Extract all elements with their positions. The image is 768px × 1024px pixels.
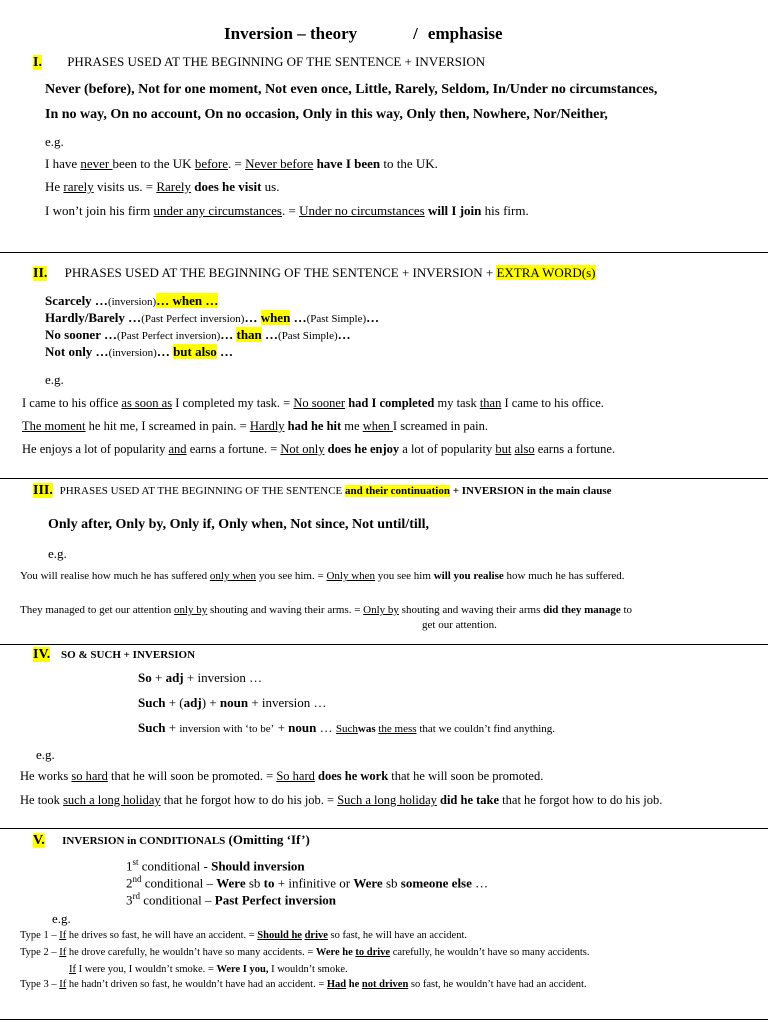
text: I have	[45, 156, 81, 171]
text: did they manage	[543, 604, 621, 616]
text: Were	[216, 875, 246, 891]
text: so fast, he wouldn’t have had an accident.	[408, 979, 587, 990]
text: in	[124, 835, 140, 847]
text: noun	[219, 695, 249, 710]
text: shouting and waving their arms	[398, 604, 544, 616]
text: If	[69, 964, 76, 975]
text: been to the UK	[112, 156, 195, 171]
text: +	[274, 720, 289, 735]
pattern-row	[138, 695, 327, 711]
text: will you realise	[433, 570, 504, 582]
text: (inversion)	[107, 296, 157, 308]
example-sentence	[20, 793, 662, 808]
section-heading-text: INVERSION	[62, 835, 125, 847]
text: The moment	[22, 419, 86, 433]
example-sentence	[45, 156, 438, 172]
text: (inversion)	[108, 347, 157, 359]
text: Should he	[257, 930, 302, 941]
text: rd	[132, 891, 140, 901]
section-number: III.	[33, 483, 53, 498]
text: never	[80, 156, 113, 171]
text: (Omitting ‘If’)	[225, 832, 310, 847]
text: Were he	[315, 947, 353, 958]
text: earns a fortune. =	[186, 442, 281, 456]
phrases-line-1: Never (before), Not for one moment, Not even once, Little, Rarely, Seldom, In/Under no circumstances,	[45, 82, 658, 97]
text: Type 3 –	[20, 979, 60, 990]
title-left: Inversion – theory	[224, 24, 358, 43]
text: does he visit	[191, 179, 262, 194]
text: me	[341, 419, 363, 433]
text: So hard	[276, 769, 315, 783]
example-sentence	[22, 419, 488, 434]
text: …	[220, 327, 237, 342]
example-sentence	[22, 442, 615, 457]
text: only by	[173, 604, 208, 616]
pattern-row	[138, 720, 555, 736]
phrases-line-2: In no way, On no account, On no occasion, Only in this way, Only then, Nowhere, Nor/Neither,	[45, 107, 608, 122]
text: to	[263, 875, 275, 891]
section-heading-text: PHRASES USED AT THE BEGINNING OF THE SENTENCE	[59, 485, 346, 497]
text: visits us. =	[93, 179, 157, 194]
section-2-heading	[33, 265, 596, 282]
text: that he forgot how to do his job.	[499, 793, 663, 807]
text: If	[59, 979, 67, 990]
text: Should inversion	[211, 858, 305, 874]
text: when	[260, 310, 291, 325]
text: If	[59, 930, 67, 941]
text: not driven	[361, 979, 409, 990]
section-heading-text: SO & SUCH + INVERSION	[61, 649, 196, 661]
text: so fast, he will have an accident.	[327, 930, 467, 941]
text: Were	[353, 875, 383, 891]
text: you see him	[375, 570, 434, 582]
text: . =	[281, 203, 300, 218]
pattern-row	[45, 293, 218, 309]
text: I came to his office	[22, 396, 122, 410]
text: + (	[165, 695, 184, 710]
text: 3	[126, 892, 133, 908]
text: +	[165, 720, 180, 735]
text: I wouldn’t smoke.	[268, 964, 348, 975]
eg-label: e.g.	[36, 747, 55, 762]
text: before	[194, 156, 229, 171]
text: nd	[132, 874, 142, 884]
text: Such a long holiday	[337, 793, 437, 807]
section-4-heading	[33, 647, 195, 663]
text: (Past Simple)	[306, 313, 367, 325]
text: 1	[126, 858, 133, 874]
text: (Past Perfect inversion)	[141, 313, 245, 325]
text: that he forgot how to do his job. =	[160, 793, 338, 807]
example-sentence	[20, 979, 587, 990]
text: conditional -	[138, 858, 212, 874]
text: but	[495, 442, 512, 456]
example-sentence	[69, 964, 348, 975]
text: Scarcely …	[45, 293, 108, 308]
text: Past Perfect inversion	[214, 892, 337, 908]
example-sentence	[20, 947, 590, 958]
extra-words-label: EXTRA WORD(s)	[496, 265, 596, 280]
text: he hit me, I screamed in pain. =	[85, 419, 250, 433]
text: I were you, I wouldn’t smoke. =	[76, 964, 217, 975]
example-sentence	[45, 203, 529, 219]
text: I came to his office.	[501, 396, 604, 410]
section-1-heading	[33, 54, 485, 71]
text: will I join	[424, 203, 482, 218]
text: Hardly/Barely …	[45, 310, 142, 325]
text: …	[156, 344, 174, 359]
title-slash: /	[413, 24, 418, 43]
text: He works	[20, 769, 72, 783]
text: Type 2 –	[20, 947, 60, 958]
text: conditional –	[140, 892, 215, 908]
text: adj	[183, 695, 202, 710]
text: He took	[20, 793, 64, 807]
text: so hard	[71, 769, 108, 783]
text: They managed to get our attention	[20, 604, 174, 616]
text: …	[471, 875, 489, 891]
conditional-row	[126, 891, 336, 908]
eg-label: e.g.	[48, 546, 67, 561]
text: also	[514, 442, 535, 456]
text: Such	[138, 720, 166, 735]
text: such a long holiday	[63, 793, 161, 807]
text: If	[59, 947, 67, 958]
text: You will realise how much he has suffered	[20, 570, 210, 582]
section-number: II.	[33, 266, 48, 281]
text: 2	[126, 875, 133, 891]
title-right: emphasise	[427, 24, 503, 43]
section-number: I.	[33, 55, 42, 70]
text: Such	[335, 723, 358, 735]
text: to	[620, 604, 633, 616]
text: He	[45, 179, 64, 194]
text: shouting and waving their arms. =	[207, 604, 364, 616]
text: that we couldn’t find anything.	[416, 723, 556, 735]
conditional-row	[126, 874, 488, 891]
divider	[0, 1019, 768, 1020]
text: drive	[304, 930, 328, 941]
text: under any circumstances	[153, 203, 282, 218]
divider	[0, 478, 768, 479]
text: CONDITIONALS	[139, 835, 226, 847]
text: earns a fortune.	[534, 442, 616, 456]
text: does he work	[314, 769, 389, 783]
text: he drives so fast, he will have an accident. =	[66, 930, 258, 941]
text: No sooner	[293, 396, 346, 410]
text: rarely	[63, 179, 94, 194]
text: Hardly	[249, 419, 285, 433]
text: st	[132, 857, 139, 867]
eg-label: e.g.	[45, 372, 64, 387]
text: + inversion …	[248, 695, 327, 710]
text: sb	[382, 875, 401, 891]
example-sentence	[20, 604, 632, 616]
text: only when	[209, 570, 257, 582]
eg-label: e.g.	[52, 911, 71, 926]
example-sentence	[20, 769, 543, 784]
text: (Past Simple)	[278, 330, 338, 342]
text: his firm.	[481, 203, 529, 218]
text: carefully, he wouldn’t have so many accidents.	[390, 947, 590, 958]
text: the mess	[378, 723, 417, 735]
text: Never before	[245, 156, 314, 171]
text: + inversion …	[183, 670, 263, 685]
text: us.	[261, 179, 280, 194]
text: as soon as	[121, 396, 173, 410]
text: …	[216, 344, 234, 359]
text: Not only …	[45, 344, 109, 359]
text: that he will soon be promoted.	[388, 769, 544, 783]
text: my task	[434, 396, 480, 410]
text: …	[366, 310, 380, 325]
text: had I completed	[345, 396, 435, 410]
text: (Past Perfect inversion)	[116, 330, 221, 342]
text: Not only	[280, 442, 325, 456]
text: I completed my task. =	[172, 396, 294, 410]
text: …	[244, 310, 261, 325]
text: I won’t join his firm	[45, 203, 154, 218]
text: …	[337, 327, 351, 342]
section-heading-text: + INVERSION in the main clause	[449, 485, 612, 497]
section-heading-text: PHRASES USED AT THE BEGINNING OF THE SENTENCE + INVERSION	[67, 54, 486, 69]
text: conditional –	[141, 875, 217, 891]
divider	[0, 252, 768, 253]
text: +	[151, 670, 166, 685]
text: Were I you,	[216, 964, 269, 975]
text: Had	[326, 979, 347, 990]
conditional-row	[126, 857, 305, 874]
pattern-row	[45, 327, 351, 343]
example-sentence-continuation: get our attention.	[422, 619, 497, 631]
text: So	[138, 670, 152, 685]
section-number: V.	[33, 833, 45, 848]
text: and	[168, 442, 187, 456]
section-heading-highlight: and their continuation	[345, 485, 450, 497]
text: that he will soon be promoted. =	[107, 769, 277, 783]
example-sentence	[45, 179, 279, 195]
text: you see him. =	[256, 570, 327, 582]
text: … when …	[156, 293, 219, 308]
example-sentence	[20, 930, 467, 941]
section-3-heading	[33, 483, 611, 499]
text: he drove carefully, he wouldn’t have so many accidents. =	[66, 947, 316, 958]
text: did he take	[436, 793, 500, 807]
text: he	[346, 979, 362, 990]
text: …	[316, 720, 336, 735]
text: …	[290, 310, 307, 325]
text: Type 1 –	[20, 930, 60, 941]
text: when	[362, 419, 393, 433]
section-5-heading	[33, 832, 310, 849]
text: ) +	[201, 695, 220, 710]
eg-label: e.g.	[45, 134, 64, 149]
text: Only when	[326, 570, 376, 582]
text: someone else	[400, 875, 472, 891]
pattern-row	[45, 344, 233, 360]
text: …	[261, 327, 279, 342]
text: to drive	[355, 947, 391, 958]
text: a lot of popularity	[399, 442, 496, 456]
text: inversion with ‘to be’	[179, 723, 275, 735]
text: he hadn’t driven so fast, he wouldn’t have had an accident. =	[66, 979, 327, 990]
text: + infinitive or	[274, 875, 354, 891]
section-heading-text: PHRASES USED AT THE BEGINNING OF THE SENTENCE + INVERSION +	[64, 265, 497, 280]
text: how much he has suffered.	[503, 570, 625, 582]
phrases-line: Only after, Only by, Only if, Only when, Not since, Not until/till,	[48, 517, 430, 532]
text: had he hit	[284, 419, 342, 433]
example-sentence	[22, 396, 604, 411]
text: but also	[173, 344, 217, 359]
page-title	[224, 24, 503, 44]
text: sb	[245, 875, 264, 891]
text: noun	[288, 720, 317, 735]
example-sentence	[20, 570, 625, 582]
divider	[0, 828, 768, 829]
text: Under no circumstances	[299, 203, 425, 218]
text: Such	[138, 695, 166, 710]
text: have I been	[313, 156, 381, 171]
text: He enjoys a lot of popularity	[22, 442, 169, 456]
text: . =	[228, 156, 246, 171]
text: adj	[165, 670, 184, 685]
text: was	[357, 723, 376, 735]
pattern-row	[45, 310, 379, 326]
text: than	[236, 327, 262, 342]
text: No sooner …	[45, 327, 117, 342]
text: to the UK.	[380, 156, 438, 171]
text: than	[479, 396, 502, 410]
pattern-row	[138, 670, 262, 686]
text: Rarely	[156, 179, 191, 194]
section-number: IV.	[33, 647, 51, 662]
divider	[0, 644, 768, 645]
text: I screamed in pain.	[392, 419, 489, 433]
text: does he enjoy	[324, 442, 400, 456]
text: Only by	[363, 604, 399, 616]
